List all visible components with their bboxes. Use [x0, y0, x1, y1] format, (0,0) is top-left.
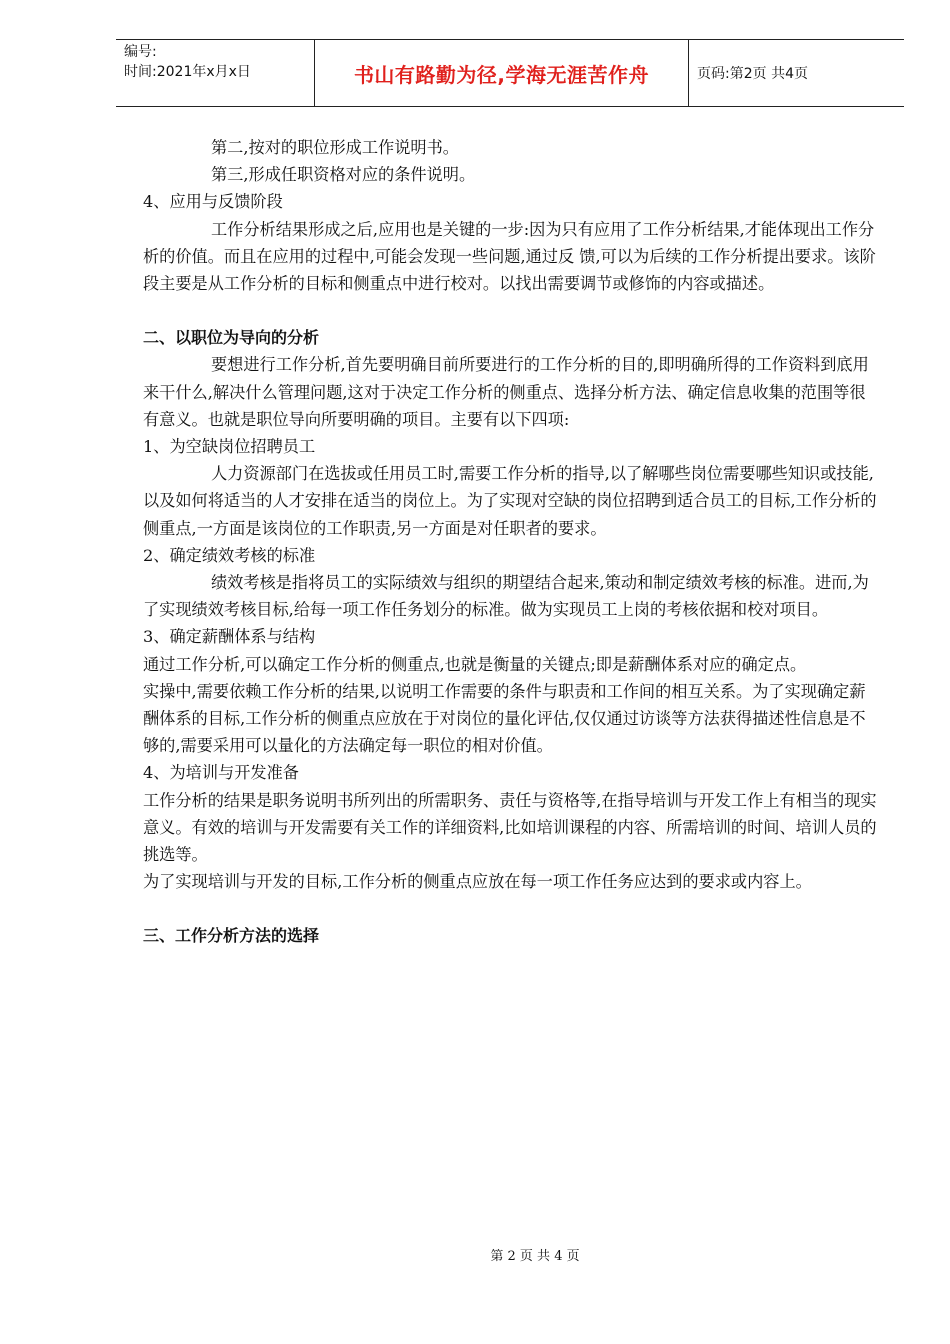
- paragraph: 工作分析的结果是职务说明书所列出的所需职务、责任与资格等,在指导培训与开发工作上有相当的现实意义。有效的培训与开发需要有关工作的详细资料,比如培训课程的内容、所需培训的时间、培训人员的挑选等。: [143, 790, 877, 865]
- paragraph: 通过工作分析,可以确定工作分析的侧重点,也就是衡量的关键点;即是薪酬体系对应的确定点。: [143, 654, 807, 674]
- header-motto: 书山有路勤为径,学海无涯苦作舟: [315, 40, 689, 106]
- header-meta: [116, 40, 315, 106]
- paragraph: 第三,形成任职资格对应的条件说明。: [211, 165, 476, 185]
- header-page-info: 页码:第2页 共4页: [697, 66, 808, 82]
- paragraph: 工作分析结果形成之后,应用也是关键的一步:因为只有应用了工作分析结果,才能体现出工作分析的价值。而且在应用的过程中,可能会发现一些问题,通过反 馈,可以为后续的工作分析提出要求。该阶段主要是从工作分析的目标和侧重点中进行校对。以找出需要调节或修饰的内容或描述。: [143, 219, 876, 294]
- spacer: [143, 297, 877, 324]
- paragraph: 绩效考核是指将员工的实际绩效与组织的期望结合起来,策动和制定绩效考核的标准。进而,为了实现绩效考核目标,给每一项工作任务划分的标准。做为实现员工上岗的考核依据和校对项目。: [143, 573, 869, 620]
- paragraph: 第二,按对的职位形成工作说明书。: [211, 138, 459, 157]
- subheading: 1、为空缺岗位招聘员工: [143, 437, 316, 457]
- paragraph: 人力资源部门在选拔或任用员工时,需要工作分析的指导,以了解哪些岗位需要哪些知识或技能,以及如何将适当的人才安排在适当的岗位上。为了实现对空缺的岗位招聘到适合员工的目标,工作分析的侧重点,一方面是该岗位的工作职责,另一方面是对任职者的要求。: [143, 464, 877, 538]
- subheading: 3、确定薪酬体系与结构: [143, 627, 316, 647]
- page-header: [116, 39, 904, 107]
- document-body: [143, 134, 877, 950]
- page-footer: 第 2 页 共 4 页: [490, 1249, 580, 1264]
- paragraph: 为了实现培训与开发的目标,工作分析的侧重点应放在每一项工作任务应达到的要求或内容上。: [143, 872, 812, 892]
- subheading: 4、为培训与开发准备: [143, 763, 299, 783]
- paragraph: 要想进行工作分析,首先要明确目前所要进行的工作分析的目的,即明确所得的工作资料到底用来干什么,解决什么管理问题,这对于决定工作分析的侧重点、选择分析方法、确定信息收集的范围等很有意义。也就是职位导向所要明确的项目。主要有以下四项:: [143, 355, 869, 429]
- section-title: 二、以职位为导向的分析: [143, 328, 320, 348]
- subheading: 2、确定绩效考核的标准: [143, 545, 316, 565]
- number-label: 编号:: [124, 44, 157, 60]
- spacer: [143, 895, 877, 922]
- paragraph: 实操中,需要依赖工作分析的结果,以说明工作需要的条件与职责和工作间的相互关系。为了实现确定薪酬体系的目标,工作分析的侧重点应放在于对岗位的量化评估,仅仅通过访谈等方法获得描述性信息是不够的,需要采用可以量化的方法确定每一职位的相对价值。: [143, 681, 866, 756]
- time-label: 时间:2021年x月x日: [124, 64, 251, 80]
- section-title: 三、工作分析方法的选择: [143, 926, 320, 946]
- subheading: 4、应用与反馈阶段: [143, 192, 283, 212]
